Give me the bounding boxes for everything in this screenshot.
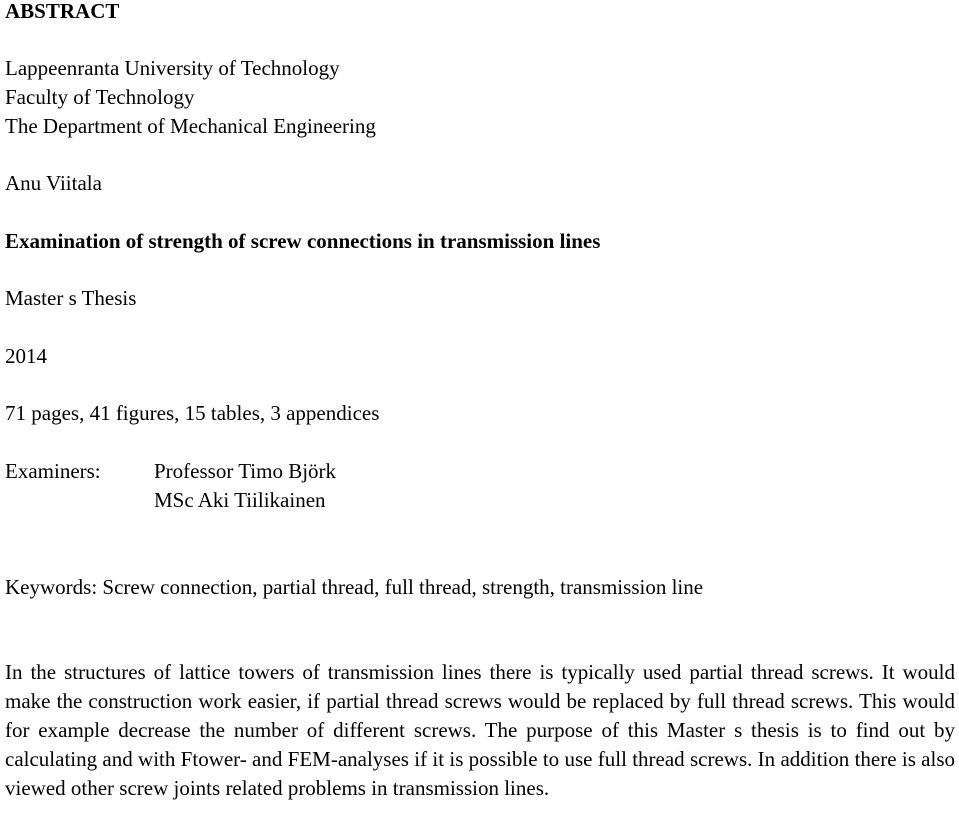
thesis-extent: 71 pages, 41 figures, 15 tables, 3 appendices — [5, 401, 380, 425]
abstract-body: In the structures of lattice towers of transmission lines there is typically used partial thread screws. It would make the construction work easier, if partial thread screws would be replaced by full thread screws. This would for example decrease the number of different screws. The purpose of this Master s thesis is to find out by calculating and with Ftower- and FEM-analyses if it is possible to use full thread screws. In addition there is also viewed other screw joints related problems in transmission lines. — [5, 660, 955, 800]
thesis-year: 2014 — [5, 344, 47, 368]
abstract-heading: ABSTRACT — [5, 0, 120, 23]
department-name: The Department of Mechanical Engineering — [5, 114, 376, 138]
university-name: Lappeenranta University of Technology — [5, 56, 340, 80]
examiner-name: Professor Timo Björk — [154, 459, 337, 483]
thesis-type: Master s Thesis — [5, 286, 137, 310]
thesis-title: Examination of strength of screw connections in transmission lines — [5, 229, 601, 253]
examiners-label: Examiners: — [5, 459, 101, 483]
author-name: Anu Viitala — [5, 171, 102, 195]
faculty-name: Faculty of Technology — [5, 85, 195, 109]
keywords: Keywords: Screw connection, partial thread, full thread, strength, transmission line — [5, 575, 704, 599]
examiner-name: MSc Aki Tiilikainen — [154, 488, 326, 512]
